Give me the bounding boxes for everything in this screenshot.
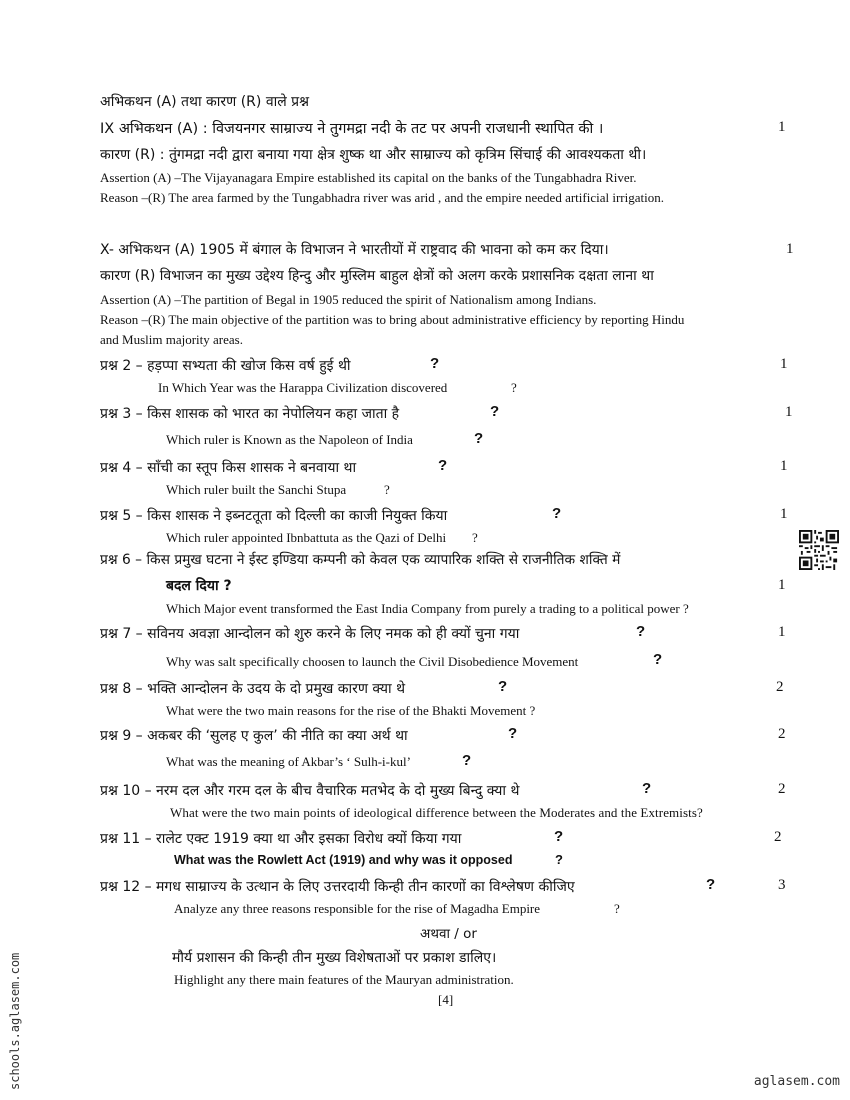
q10-hindi: प्रश्न 10 – नरम दल और गरम दल के बीच वैचारिक मतभेद के दो मुख्य बिन्दु क्या थे [100,783,520,799]
q9-question-mark: ? [508,725,518,742]
q11-marks: 2 [774,829,782,845]
q12-hindi: प्रश्न 12 – मगध साम्राज्य के उत्थान के लिए उत्तरदायी किन्ही तीन कारणों का विश्लेषण कीजिए [100,879,575,895]
q4-marks: 1 [780,458,788,474]
q9-english: What was the meaning of Akbar’s ‘ Sulh-i-kul’ [166,754,411,769]
q11-english-question-mark: ? [555,852,563,867]
q9-hindi: प्रश्न 9 – अकबर की ‘सुलह ए कुल’ की नीति का क्या अर्थ था [100,728,408,744]
q7-marks: 1 [778,624,786,640]
q6-hindi-line1: प्रश्न 6 – किस प्रमुख घटना ने ईस्ट इण्डिया कम्पनी को केवल एक व्यापारिक शक्ति से राजनीतिक शक्ति में [100,552,621,568]
footer-site-link[interactable]: aglasem.com [753,1074,840,1089]
q2-marks: 1 [780,356,788,372]
q9-assertion-hindi: IX अभिकथन (A) : विजयनगर साम्राज्य ने तुगमद्रा नदी के तट पर अपनी राजधानी स्थापित की । [100,121,604,137]
q2-english-question-mark: ? [511,380,517,395]
q12-marks: 3 [778,877,786,893]
q8-question-mark: ? [498,678,508,695]
q10-assertion-english: Assertion (A) –The partition of Begal in 1905 reduced the spirit of Nationalism among Indians. [100,292,597,307]
q5-question-mark: ? [552,505,562,522]
q5-english-question-mark: ? [472,530,478,545]
q3-english-question-mark: ? [474,430,484,447]
q3-marks: 1 [785,404,793,420]
q4-english: Which ruler built the Sanchi Stupa [166,482,347,497]
q8-english: What were the two main reasons for the rise of the Bhakti Movement ? [166,703,536,718]
q10-reason-english-1: Reason –(R) The main objective of the partition was to bring about administrative efficiency by reporting Hindu [100,312,685,327]
q2-english: In Which Year was the Harappa Civilization discovered [158,380,448,395]
q11-question-mark: ? [554,828,564,845]
q7-question-mark: ? [636,623,646,640]
q4-question-mark: ? [438,457,448,474]
q10-assertion-hindi: X- अभिकथन (A) 1905 में बंगाल के विभाजन ने भारतीयों में राष्ट्रवाद की भावना को कम कर दिया। [100,242,609,258]
q4-hindi: प्रश्न 4 – साँची का स्तूप किस शासक ने बनवाया था [100,460,357,476]
q10-sub-marks: 2 [778,781,786,797]
q10-english: What were the two main points of ideological difference between the Moderates and the Extremists? [170,805,703,820]
q5-english: Which ruler appointed Ibnbattuta as the Qazi of Delhi [166,530,447,545]
q3-hindi: प्रश्न 3 – किस शासक को भारत का नेपोलियन कहा जाता है [100,406,400,422]
or-separator: अथवा / or [420,926,477,942]
q9-reason-hindi: कारण (R) : तुंगमद्रा नदी द्वारा बनाया गया क्षेत्र शुष्क था और साम्राज्य को कृत्रिम सिंचाई की आवश्यकता थी। [100,147,647,163]
q7-hindi: प्रश्न 7 – सविनय अवज्ञा आन्दोलन को शुरु करने के लिए नमक को ही क्यों चुना गया [100,626,520,642]
q10-question-mark: ? [642,780,652,797]
q12-english-question-mark: ? [614,901,620,916]
q9-reason-english: Reason –(R) The area farmed by the Tungabhadra river was arid , and the empire needed artificial irrigation. [100,190,664,205]
q9-marks: 1 [778,119,786,135]
q9-sub-marks: 2 [778,726,786,742]
q6-hindi-line2: बदल दिया ? [166,578,232,594]
q6-marks: 1 [778,577,786,593]
q2-question-mark: ? [430,355,440,372]
q9-english-question-mark: ? [462,752,472,769]
q4-english-question-mark: ? [384,482,390,497]
q11-english: What was the Rowlett Act (1919) and why was it opposed [174,853,513,867]
q5-hindi: प्रश्न 5 – किस शासक ने इब्नटतूता को दिल्ली का काजी नियुक्त किया [100,508,448,524]
q12-alternative-english: Highlight any there main features of the Mauryan administration. [174,972,514,987]
q10-marks: 1 [786,241,794,257]
q3-question-mark: ? [490,403,500,420]
page-number: [4] [438,992,454,1007]
q12-english: Analyze any three reasons responsible for the rise of Magadha Empire [174,901,541,916]
q8-marks: 2 [776,679,784,695]
q11-hindi: प्रश्न 11 – रालेट एक्ट 1919 क्या था और इसका विरोध क्यों किया गया [100,831,462,847]
q5-marks: 1 [780,506,788,522]
q2-hindi: प्रश्न 2 – हड़प्पा सभ्यता की खोज किस वर्ष हुई थी [100,358,351,374]
q12-question-mark: ? [706,876,716,893]
q6-english: Which Major event transformed the East India Company from purely a trading to a political power ? [166,601,689,616]
q3-english: Which ruler is Known as the Napoleon of India [166,432,413,447]
q7-english-question-mark: ? [653,651,663,668]
q10-reason-hindi: कारण (R) विभाजन का मुख्य उद्देश्य हिन्दु और मुस्लिम बाहुल क्षेत्रों को अलग करके प्रशासनिक दक्षता लाना था [100,268,654,284]
side-watermark: schools.aglasem.com [8,952,22,1090]
q9-assertion-english: Assertion (A) –The Vijayanagara Empire established its capital on the banks of the Tungabhadra River. [100,170,637,185]
q12-alternative-hindi: मौर्य प्रशासन की किन्ही तीन मुख्य विशेषताओं पर प्रकाश डालिए। [172,950,497,966]
q10-reason-english-2: and Muslim majority areas. [100,332,243,347]
q7-english: Why was salt specifically choosen to launch the Civil Disobedience Movement [166,654,579,669]
section-heading: अभिकथन (A) तथा कारण (R) वाले प्रश्न [100,94,310,110]
q8-hindi: प्रश्न 8 – भक्ति आन्दोलन के उदय के दो प्रमुख कारण क्या थे [100,681,406,697]
qr-code-icon [799,530,839,570]
